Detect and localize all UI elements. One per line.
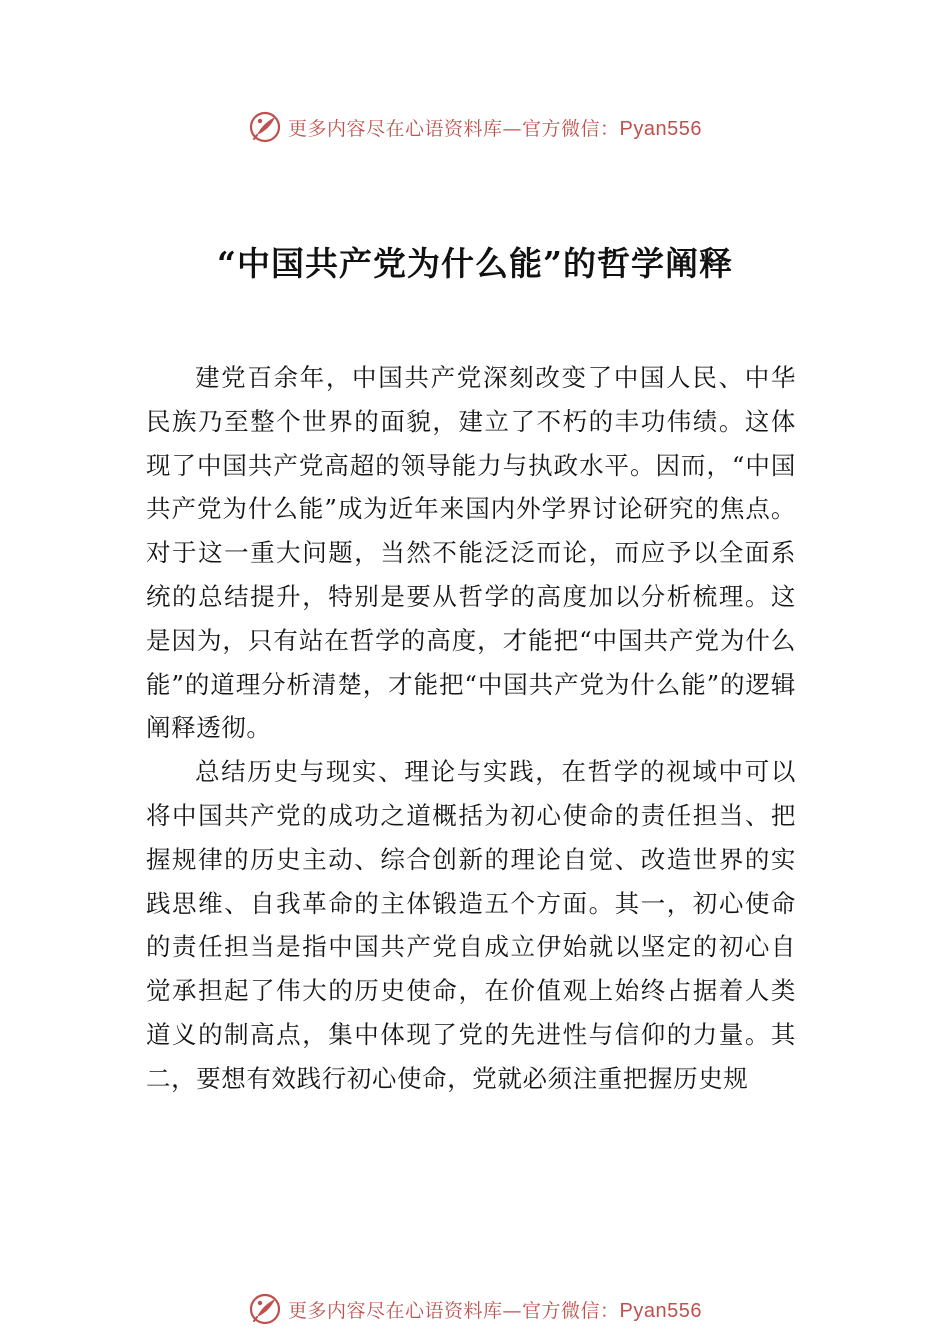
header-banner-wechat-id: Pyan556 bbox=[619, 117, 702, 140]
footer-banner-wechat-id: Pyan556 bbox=[619, 1299, 702, 1322]
paragraph-2: 总结历史与现实、理论与实践，在哲学的视域中可以将中国共产党的成功之道概括为初心使命的责任担当、把握规律的历史主动、综合创新的理论自觉、改造世界的实践思维、自我革命的主体锻造五个方面。其一，初心使命的责任担当是指中国共产党自成立伊始就以坚定的初心自觉承担起了伟大的历史使命，在价值观上始终占据着人类道义的制高点，集中体现了党的先进性与信仰的力量。其二，要想有效践行初心使命，党就必须注重把握历史规 bbox=[146, 757, 796, 1093]
footer-banner-text bbox=[288, 1296, 702, 1323]
header-banner-text bbox=[288, 114, 702, 141]
footer-banner bbox=[0, 1289, 950, 1329]
paragraph-1: 建党百余年，中国共产党深刻改变了中国人民、中华民族乃至整个世界的面貌，建立了不朽的丰功伟绩。这体现了中国共产党高超的领导能力与执政水平。因而，“中国共产党为什么能”成为近年来国内外学界讨论研究的焦点。对于这一重大问题，当然不能泛泛而论，而应予以全面系统的总结提升，特别是要从哲学的高度加以分析梳理。这是因为，只有站在哲学的高度，才能把“中国共产党为什么能”的道理分析清楚，才能把“中国共产党为什么能”的逻辑阐释透彻。 bbox=[146, 363, 796, 743]
header-banner bbox=[0, 107, 950, 147]
document-body bbox=[146, 356, 796, 1101]
footer-banner-label: 更多内容尽在心语资料库—官方微信： bbox=[288, 1299, 620, 1322]
quill-pen-logo-icon bbox=[248, 110, 282, 144]
document-title: “中国共产党为什么能”的哲学阐释 bbox=[217, 244, 733, 283]
quill-pen-logo-icon bbox=[248, 1292, 282, 1326]
header-banner-label: 更多内容尽在心语资料库—官方微信： bbox=[288, 117, 620, 140]
